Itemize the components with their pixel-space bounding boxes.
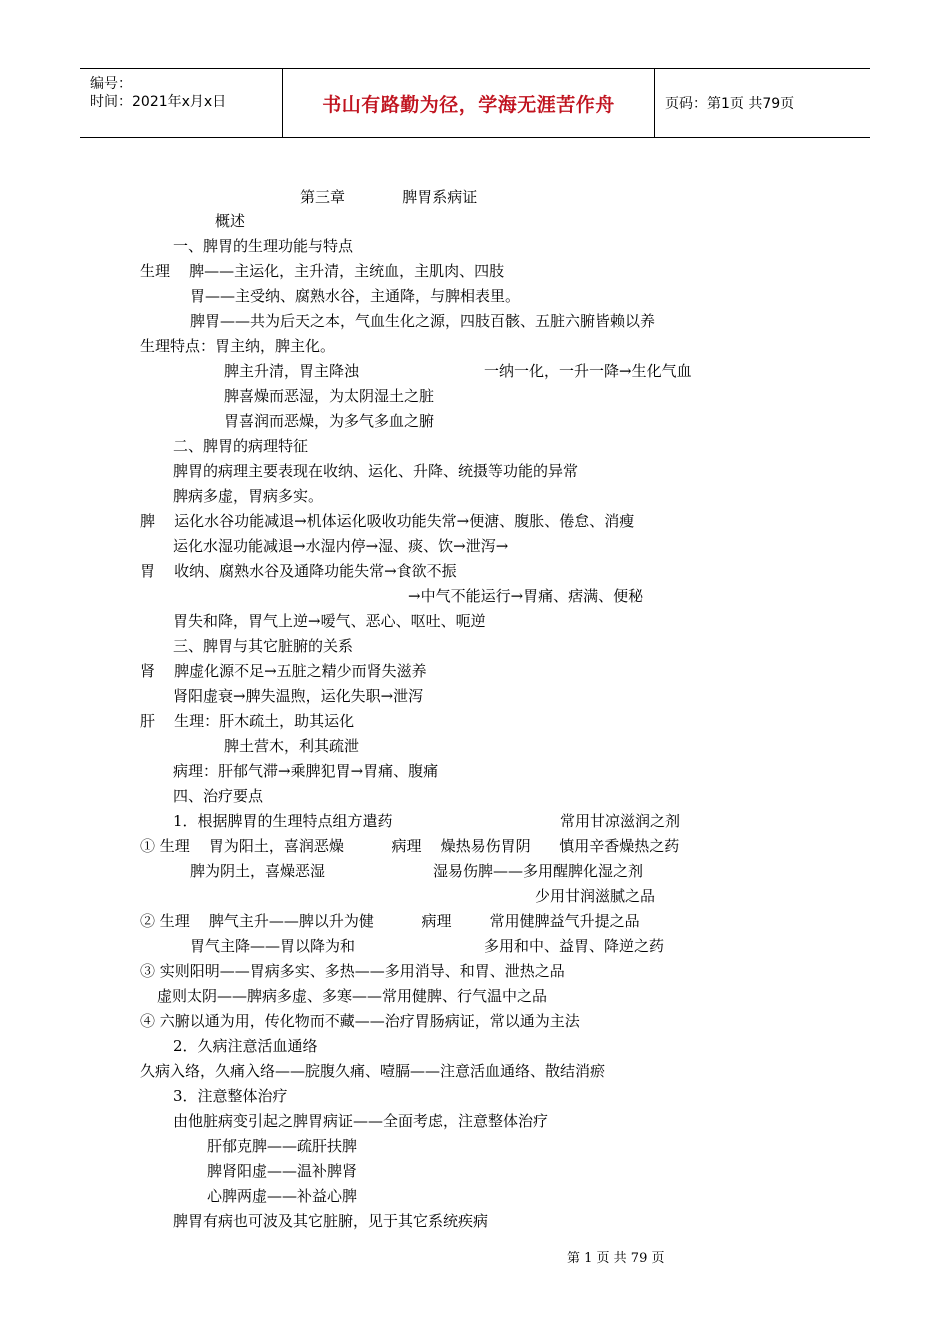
text-line: 由他脏病变引起之脾胃病证——全面考虑，注意整体治疗 (173, 1112, 549, 1130)
text-line: 脾胃有病也可波及其它脏腑，见于其它系统疾病 (173, 1212, 489, 1230)
text-line: 生理特点：胃主纳，脾主化。 (140, 337, 336, 355)
text-line: 肝郁克脾——疏肝扶脾 (207, 1137, 358, 1155)
text-line: 运化水湿功能减退→水湿内停→湿、痰、饮→泄泻→ (173, 537, 509, 555)
text-line: 肾阳虚衰→脾失温煦，运化失职→泄泻 (173, 687, 424, 705)
section-heading: 概述 (215, 212, 246, 230)
text-line: 生理 脾——主运化，主升清，主统血，主肌肉、四肢 (140, 262, 505, 280)
text-line: 多用和中、益胃、降逆之药 (484, 937, 665, 955)
page-footer: 第 1 页 共 79 页 (567, 1251, 665, 1266)
text-line: 胃气主降——胃以降为和 (190, 937, 356, 955)
header-page-cell (655, 69, 870, 137)
text-line: →中气不能运行→胃痛、痞满、便秘 (408, 587, 644, 605)
text-line: 病理：肝郁气滞→乘脾犯胃→胃痛、腹痛 (173, 762, 439, 780)
section-heading: 三、脾胃与其它脏腑的关系 (173, 637, 354, 655)
section-heading: 一、脾胃的生理功能与特点 (173, 237, 354, 255)
text-line: 脾病多虚，胃病多实。 (173, 487, 324, 505)
page-header (80, 68, 870, 138)
text-line: ① 生理 胃为阳土，喜润恶燥 病理 燥热易伤胃阴 慎用辛香燥热之药 (140, 837, 680, 855)
section-heading: 3．注意整体治疗 (173, 1087, 288, 1105)
text-line: 久病入络，久痛入络——脘腹久痛、噎膈——注意活血通络、散结消瘀 (140, 1062, 606, 1080)
text-line: 肾 脾虚化源不足→五脏之精少而肾失滋养 (140, 662, 427, 680)
text-line: 脾胃——共为后天之本，气血生化之源，四肢百骸、五脏六腑皆赖以养 (190, 312, 656, 330)
text-line: 虚则太阴——脾病多虚、多寒——常用健脾、行气温中之品 (157, 987, 548, 1005)
text-line: 脾喜燥而恶湿，为太阴湿土之脏 (224, 387, 435, 405)
text-line: 一纳一化，一升一降→生化气血 (484, 362, 692, 380)
section-heading: 2．久病注意活血通络 (173, 1037, 318, 1055)
text-line: 少用甘润滋腻之品 (535, 887, 656, 905)
section-heading: 四、治疗要点 (173, 787, 264, 805)
text-line: 1．根据脾胃的生理特点组方遣药 (173, 812, 393, 830)
text-line: 常用甘凉滋润之剂 (560, 812, 681, 830)
text-line: 胃喜润而恶燥，为多气多血之腑 (224, 412, 435, 430)
text-line: 脾主升清，胃主降浊 (224, 362, 360, 380)
section-heading: 二、脾胃的病理特征 (173, 437, 309, 455)
header-meta-cell (80, 69, 283, 137)
text-line: ② 生理 脾气主升——脾以升为健 病理 常用健脾益气升提之品 (140, 912, 640, 930)
text-line: 胃 收纳、腐熟水谷及通降功能失常→食欲不振 (140, 562, 457, 580)
text-line: 胃失和降，胃气上逆→嗳气、恶心、呕吐、呃逆 (173, 612, 486, 630)
text-line: 湿易伤脾——多用醒脾化湿之剂 (433, 862, 644, 880)
text-line: 肝 生理：肝木疏土，助其运化 (140, 712, 355, 730)
text-line: 脾 运化水谷功能减退→机体运化吸收功能失常→便溏、腹胀、倦怠、消瘦 (140, 512, 635, 530)
text-line: 脾肾阳虚——温补脾肾 (207, 1162, 358, 1180)
text-line: 胃——主受纳、腐熟水谷，主通降，与脾相表里。 (190, 287, 521, 305)
text-line: 脾胃的病理主要表现在收纳、运化、升降、统摄等功能的异常 (173, 462, 579, 480)
header-page-info: 页码：第1页 共79页 (665, 96, 795, 112)
chapter-title: 第三章 脾胃系病证 (300, 188, 478, 206)
text-line: 心脾两虚——补益心脾 (207, 1187, 358, 1205)
header-motto: 书山有路勤为径，学海无涯苦作舟 (322, 93, 615, 116)
document-number-label: 编号： (90, 76, 132, 92)
text-line: 脾土营木，利其疏泄 (224, 737, 360, 755)
text-line: 脾为阴土，喜燥恶湿 (190, 862, 326, 880)
text-line: ③ 实则阳明——胃病多实、多热——多用消导、和胃、泄热之品 (140, 962, 565, 980)
text-line: ④ 六腑以通为用，传化物而不藏——治疗胃肠病证，常以通为主法 (140, 1012, 580, 1030)
header-motto-cell (283, 69, 655, 137)
document-date-label: 时间：2021年x月x日 (90, 94, 227, 110)
